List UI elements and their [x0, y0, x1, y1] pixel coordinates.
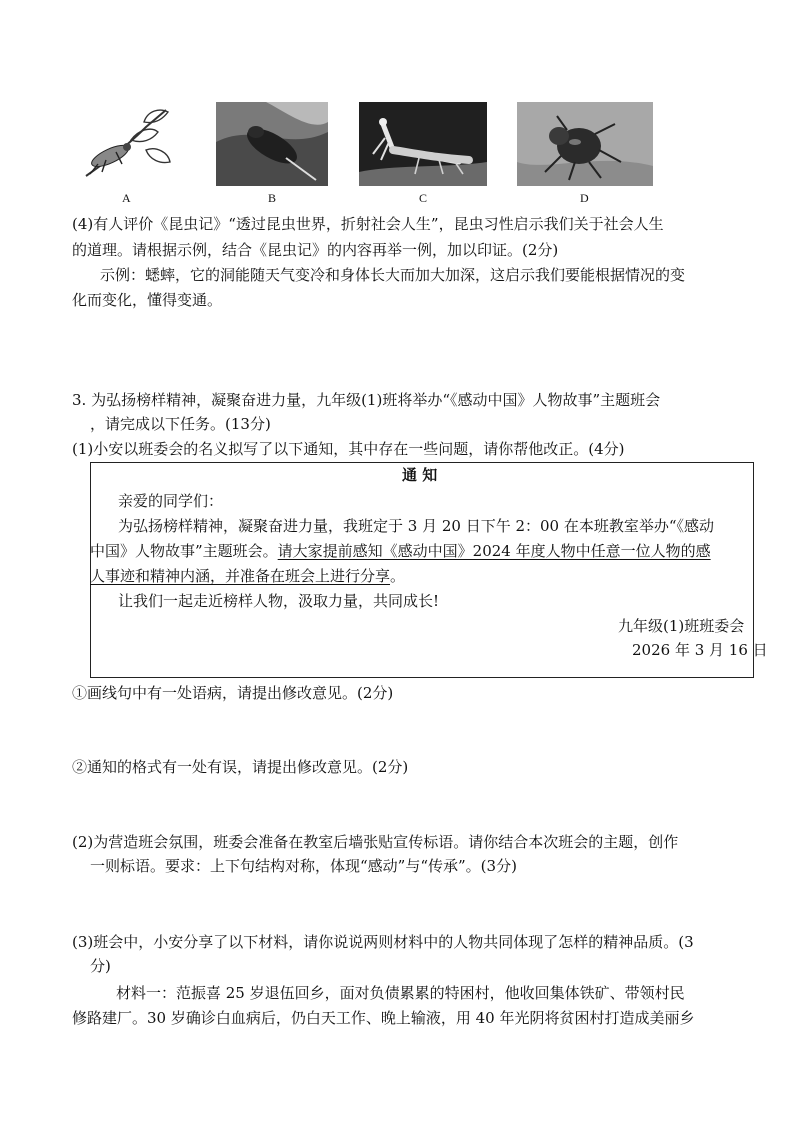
notice-date: 2026 年 3 月 16 日	[632, 641, 768, 659]
notice-body-line4: 让我们一起走近榜样人物，汲取力量，共同成长!	[118, 592, 440, 610]
notice-signature: 九年级(1)班班委会	[618, 617, 745, 635]
q3-item1: ①画线句中有一处语病，请提出修改意见。(2分)	[72, 684, 394, 702]
notice-body-line3-end: 。	[390, 567, 406, 585]
q3-item2: ②通知的格式有一处有误，请提出修改意见。(2分)	[72, 758, 409, 776]
image-a-grasshopper	[76, 102, 176, 186]
notice-body-line2	[90, 541, 711, 561]
material1-line2: 修路建厂。30 岁确诊白血病后，仍白天工作、晚上输液，用 40 年光阴将贫困村打造成美丽乡	[72, 1009, 695, 1027]
q3-sub3-line2: 分)	[90, 957, 111, 975]
image-a-caption: A	[122, 191, 131, 205]
image-d-beetle	[517, 102, 653, 186]
notice-body-line1: 为弘扬榜样精神，凝聚奋进力量，我班定于 3 月 20 日下午 2：00 在本班教室举办“《感动	[118, 517, 715, 535]
q4-example-line1: 示例：蟋蟀，它的洞能随天气变冷和身体长大而加大加深，这启示我们要能根据情况的变	[100, 266, 686, 284]
notice-body-line2-plain: 中国》人物故事”主题班会。	[90, 542, 278, 560]
notice-greeting: 亲爱的同学们：	[118, 492, 224, 510]
q3-line2: ，请完成以下任务。(13分)	[90, 415, 271, 433]
notice-underlined-sentence-part2: 人事迹和精神内涵，并准备在班会上进行分享	[90, 567, 391, 585]
notice-title: 通 知	[402, 466, 438, 484]
q3-sub1: (1)小安以班委会的名义拟写了以下通知，其中存在一些问题，请你帮他改正。(4分)	[72, 440, 625, 458]
image-c-caption: C	[419, 191, 428, 205]
q4-line1: (4)有人评价《昆虫记》“透过昆虫世界，折射社会人生”，昆虫习性启示我们关于社会人生	[72, 215, 664, 233]
q3-line1: 3. 为弘扬榜样精神，凝聚奋进力量，九年级(1)班将举办“《感动中国》人物故事”主题班会	[72, 391, 661, 409]
image-d-caption: D	[580, 191, 589, 205]
notice-body-line3	[90, 566, 405, 586]
material1-line1: 材料一：范振喜 25 岁退伍回乡，面对负债累累的特困村，他收回集体铁矿、带领村民	[116, 984, 685, 1002]
image-b-caption: B	[268, 191, 277, 205]
q3-sub2-line1: (2)为营造班会氛围，班委会准备在教室后墙张贴宣传标语。请你结合本次班会的主题，创作	[72, 833, 679, 851]
image-c-mantis	[359, 102, 487, 186]
notice-underlined-sentence-part1: 请大家提前感知《感动中国》2024 年度人物中任意一位人物的感	[277, 542, 711, 560]
q3-sub2-line2: 一则标语。要求：上下句结构对称，体现“感动”与“传承”。(3分)	[90, 857, 517, 875]
q4-example-line2: 化而变化，懂得变通。	[72, 291, 223, 309]
image-b-cicada	[216, 102, 328, 186]
q4-line2: 的道理。请根据示例，结合《昆虫记》的内容再举一例，加以印证。(2分)	[72, 241, 559, 259]
q3-sub3-line1: (3)班会中，小安分享了以下材料，请你说说两则材料中的人物共同体现了怎样的精神品质。(3	[72, 933, 694, 951]
